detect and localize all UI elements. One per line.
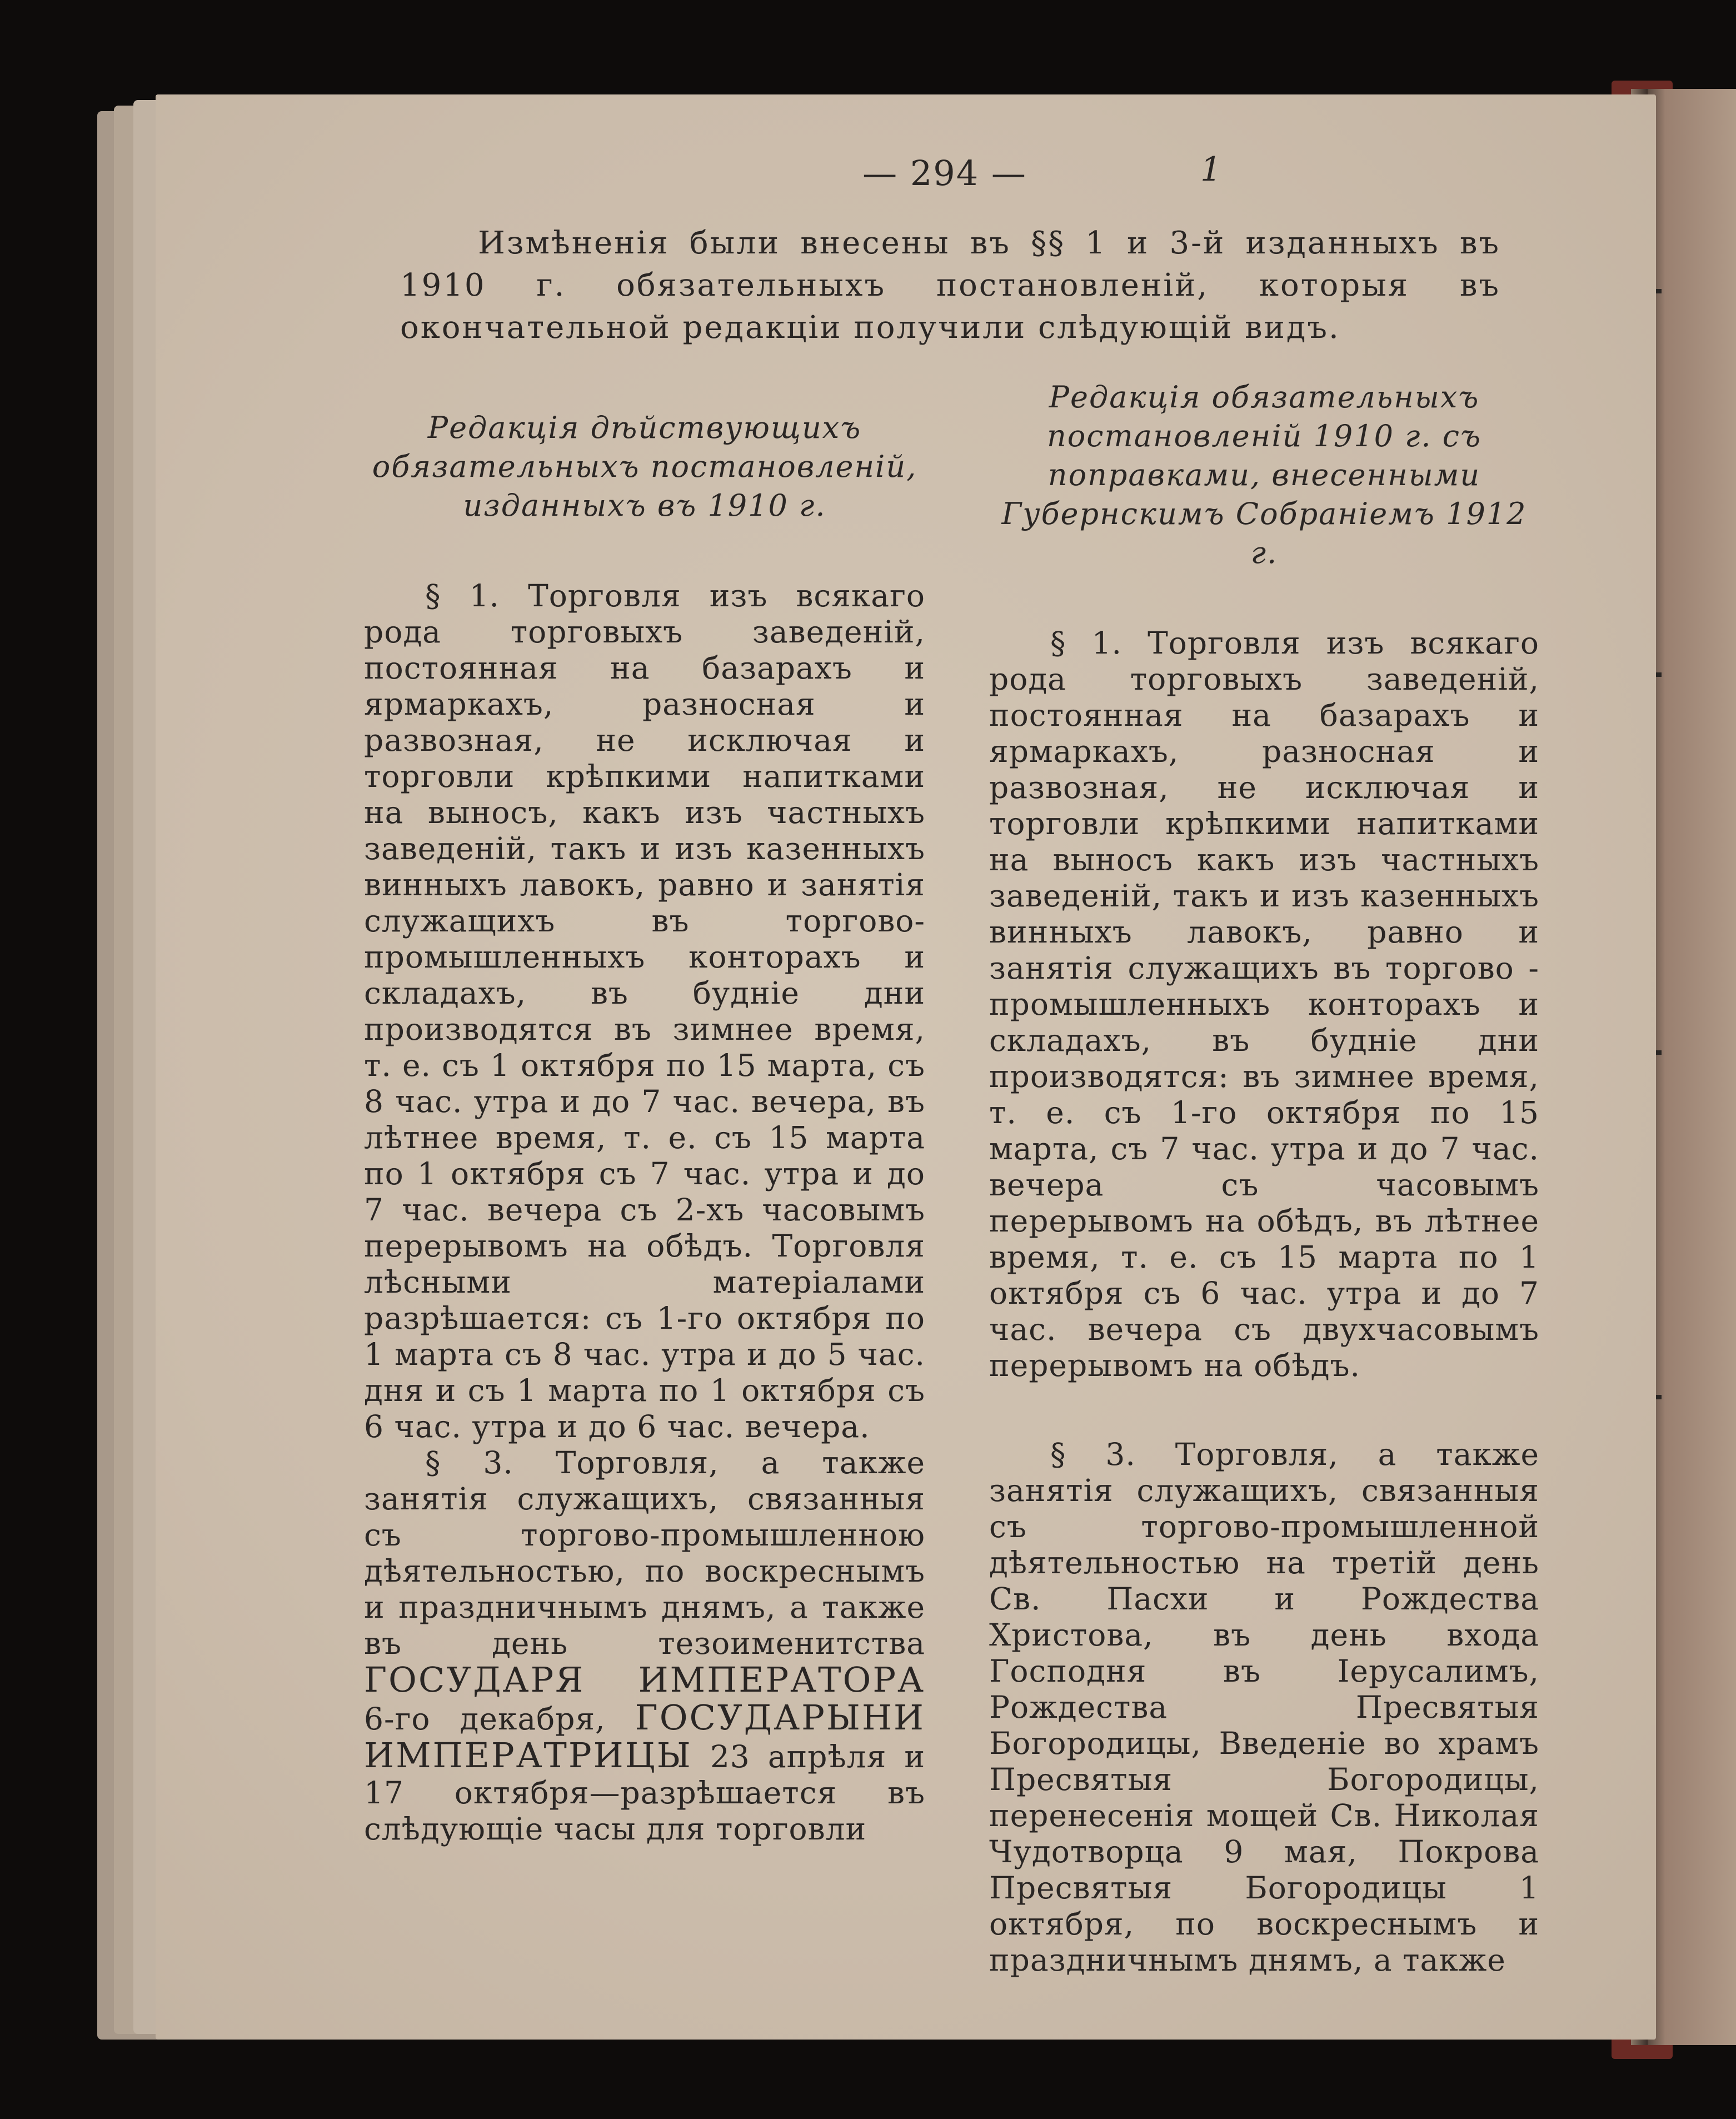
left-column (364, 378, 925, 1847)
intro-paragraph: Измѣненія были внесены въ §§ 1 и 3-й изданныхъ въ 1910 г. обязательныхъ постановленій, которыя въ окончательной редакціи получили слѣдующій видъ. (400, 225, 1500, 346)
pencil-mark: 1 (1200, 150, 1222, 189)
left-column-heading: Редакція дѣйствующихъ обязательныхъ постановленій, изданныхъ въ 1910 г. (372, 410, 917, 523)
left-paragraph-3-mid: 6-го декабря, (364, 1701, 606, 1737)
left-paragraph-3-end: 23 апрѣля и 17 октября—разрѣшается въ слѣдующіе часы для торговли (364, 1739, 925, 1847)
left-paragraph-1: § 1. Торговля изъ всякаго рода торговыхъ заведеній, постоянная на базарахъ и ярмаркахъ, разносная и развозная, не исключая и торговли крѣпкими напитками на выносъ, какъ изъ частныхъ заведеній, такъ и изъ казенныхъ винныхъ лавокъ, равно и занятія служащихъ въ торгово-промышленныхъ конторахъ и складахъ, въ будніе дни производятся въ зимнее время, т. е. съ 1 октября по 15 марта, съ 8 час. утра и до 7 час. вечера, въ лѣтнее время, т. е. съ 15 марта по 1 октября съ 7 час. утра и до 7 час. вечера съ 2-хъ часовымъ перерывомъ на обѣдъ. Торговля лѣсными матеріалами разрѣшается: съ 1-го октября по 1 марта съ 8 час. утра и до 5 час. дня и съ 1 марта по 1 октября съ 6 час. утра и до 6 час. вечера. (364, 578, 925, 1444)
facing-page-edge (1648, 89, 1736, 2045)
right-paragraph-3: § 3. Торговля, а также занятія служащихъ, связанныя съ торгово-промышленной дѣятельностью на третій день Св. Пасхи и Рождества Христова, въ день входа Господня въ Іерусалимъ, Рождества Пресвятыя Богородицы, Введеніе во храмъ Пресвятыя Богородицы, перенесенія мощей Св. Николая Чудотворца 9 мая, Покрова Пресвятыя Богородицы 1 октября, по воскреснымъ и праздничнымъ днямъ, а также (989, 1437, 1539, 1978)
right-column-heading: Редакція обязательныхъ постановленій 1910 г. съ поправками, внесенными Губернскимъ Собраніемъ 1912 г. (1001, 380, 1527, 570)
page-number: — 294 — (862, 153, 1027, 193)
left-paragraph-3-start: § 3. Торговля, а также занятія служащихъ, связанныя съ торгово-промышленною дѣятельностью, по воскреснымъ и праздничнымъ днямъ, а также въ день тезоименитства (364, 1445, 925, 1661)
left-paragraph-3-empress: ГОСУДАРЫНИ ИМПЕРАТРИЦЫ (364, 1697, 925, 1776)
right-column (989, 378, 1539, 1978)
left-paragraph-3-emperor: ГОСУДАРЯ ИМПЕРАТОРА (364, 1659, 925, 1700)
right-paragraph-1: § 1. Торговля изъ всякаго рода торговыхъ заведеній, постоянная на базарахъ и ярмаркахъ, разносная и развозная, не исключая и торговли крѣпкими напитками на выносъ какъ изъ частныхъ заведеній, такъ и изъ казенныхъ винныхъ лавокъ, равно и занятія служащихъ въ торгово - промышленныхъ конторахъ и складахъ, въ будніе дни производятся: въ зимнее время, т. е. съ 1-го октября по 15 марта, съ 7 час. утра и до 7 час. вечера съ часовымъ перерывомъ на обѣдъ, въ лѣтнее время, т. е. съ 15 марта по 1 октября съ 6 час. утра и до 7 час. вечера съ двухчасовымъ перерывомъ на обѣдъ. (989, 625, 1539, 1383)
left-paragraph-3 (364, 1445, 925, 1847)
